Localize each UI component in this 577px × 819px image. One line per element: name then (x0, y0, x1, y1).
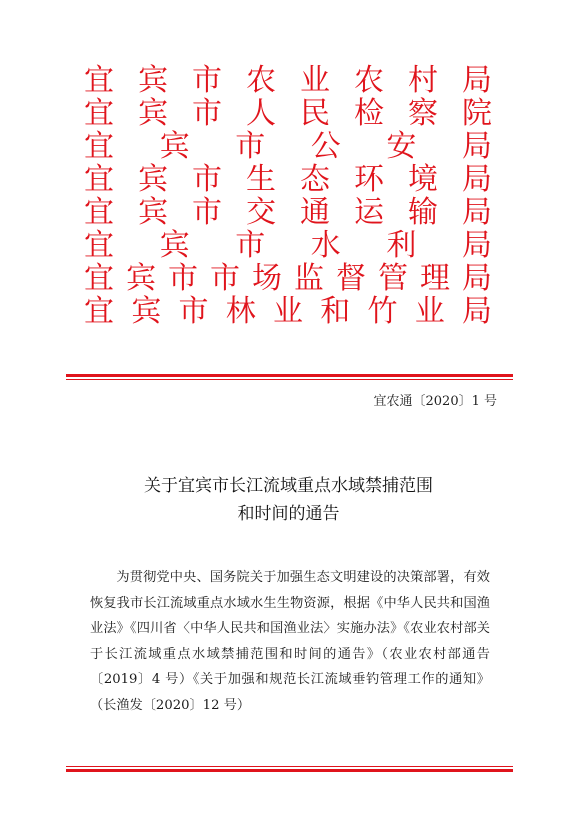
document-body (90, 565, 490, 718)
title-line-1: 关于宜宾市长江流域重点水域禁捕范围 (144, 476, 433, 496)
issuer-public-security: 宜 宾 市 公 安 局 (84, 130, 492, 163)
header-divider-thick (66, 374, 513, 377)
body-paragraph: 为贯彻党中央、国务院关于加强生态文明建设的决策部署，有效恢复我市长江流域重点水域水生生物资源，根据《中华人民共和国渔业法》《四川省〈中华人民共和国渔业法〉实施办法》《农业农村部关于长江流域重点水域禁捕范围和时间的通告》（农业农村部通告〔2019〕4 号）《关于加强和规范长江流域垂钓管理工作的通知》（长渔发〔2020〕12 号） (90, 570, 490, 713)
document-number: 宜农通〔2020〕1 号 (373, 394, 497, 409)
issuer-ecology-environment: 宜 宾 市 生 态 环 境 局 (84, 163, 492, 196)
footer-divider-thick (66, 769, 513, 772)
issuing-agencies (84, 64, 492, 328)
document-title (60, 472, 517, 528)
issuer-procuratorate: 宜 宾 市 人 民 检 察 院 (84, 97, 492, 130)
issuer-transportation: 宜 宾 市 交 通 运 输 局 (84, 196, 492, 229)
footer-divider-thin (66, 766, 513, 767)
title-line-2: 和时间的通告 (237, 504, 340, 524)
issuer-water-resources: 宜 宾 市 水 利 局 (84, 229, 492, 262)
issuer-agriculture: 宜 宾 市 农 业 农 村 局 (84, 64, 492, 97)
issuer-market-regulation: 宜 宾 市 市 场 监 督 管 理 局 (84, 262, 492, 295)
issuer-forestry-bamboo: 宜 宾 市 林 业 和 竹 业 局 (84, 295, 492, 328)
header-divider-thin (66, 379, 513, 380)
